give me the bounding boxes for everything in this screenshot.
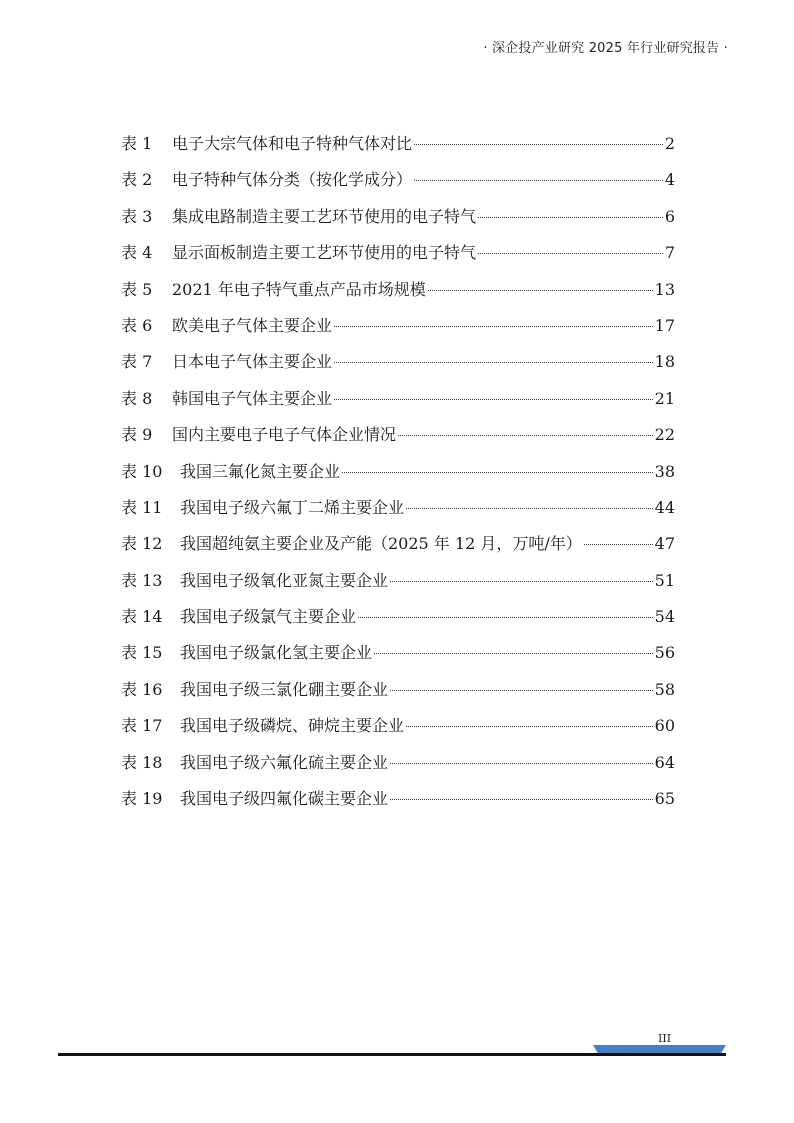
toc-label: 表 13 (121, 570, 163, 590)
toc-entry[interactable] (121, 781, 675, 817)
toc-leader (390, 799, 653, 800)
toc-leader (398, 435, 653, 436)
toc-leader (390, 690, 653, 691)
toc-entry[interactable] (121, 308, 675, 344)
toc-leader (414, 180, 663, 181)
toc-leader (478, 253, 663, 254)
toc-title: 我国电子级六氟化硫主要企业 (180, 752, 389, 772)
toc-title: 我国超纯氨主要企业及产能（2025 年 12 月，万吨/年） (180, 534, 582, 554)
toc-leader (358, 617, 653, 618)
toc-entry[interactable] (121, 563, 675, 599)
toc-page-number: 38 (654, 461, 675, 481)
toc-title: 我国电子级磷烷、砷烷主要企业 (180, 716, 405, 736)
toc-leader (390, 581, 653, 582)
toc-entry[interactable] (121, 344, 675, 380)
toc-title: 我国电子级氧化亚氮主要企业 (180, 570, 389, 590)
toc-entry[interactable] (121, 126, 675, 162)
table-of-contents (121, 126, 675, 817)
toc-leader (390, 763, 653, 764)
toc-page-number: 64 (654, 752, 675, 772)
toc-label: 表 3 (121, 206, 153, 226)
page-number: III (658, 1032, 672, 1045)
toc-label: 表 16 (121, 679, 163, 699)
toc-entry[interactable] (121, 235, 675, 271)
toc-title: 我国三氟化氮主要企业 (180, 461, 341, 481)
toc-entry[interactable] (121, 381, 675, 417)
toc-entry[interactable] (121, 454, 675, 490)
toc-title: 我国电子级四氟化碳主要企业 (180, 789, 389, 809)
toc-label: 表 4 (121, 243, 153, 263)
toc-leader (406, 726, 653, 727)
toc-page-number: 58 (654, 679, 675, 699)
footer-rule (58, 1053, 726, 1056)
toc-entry[interactable] (121, 417, 675, 453)
toc-entry[interactable] (121, 199, 675, 235)
toc-page-number: 17 (654, 315, 675, 335)
toc-entry[interactable] (121, 272, 675, 308)
toc-page-number: 22 (654, 425, 675, 445)
toc-label: 表 6 (121, 315, 153, 335)
toc-leader (406, 508, 653, 509)
toc-page-number: 4 (664, 170, 675, 190)
toc-page-number: 54 (654, 607, 675, 627)
toc-title: 欧美电子气体主要企业 (172, 315, 333, 335)
toc-title: 集成电路制造主要工艺环节使用的电子特气 (172, 206, 477, 226)
toc-title: 电子特种气体分类（按化学成分） (172, 170, 413, 190)
toc-label: 表 8 (121, 388, 153, 408)
toc-label: 表 5 (121, 279, 153, 299)
toc-label: 表 9 (121, 425, 153, 445)
toc-label: 表 2 (121, 170, 153, 190)
toc-leader (342, 472, 653, 473)
toc-title: 2021 年电子特气重点产品市场规模 (172, 279, 426, 299)
toc-leader (414, 144, 663, 145)
toc-leader (334, 362, 653, 363)
toc-page-number: 60 (654, 716, 675, 736)
toc-label: 表 11 (121, 497, 163, 517)
toc-leader (428, 290, 653, 291)
toc-leader (334, 326, 653, 327)
toc-label: 表 14 (121, 607, 163, 627)
toc-title: 电子大宗气体和电子特种气体对比 (172, 134, 413, 153)
toc-page-number: 13 (654, 279, 675, 299)
toc-page-number: 65 (654, 789, 675, 809)
toc-page-number: 18 (654, 352, 675, 372)
toc-label: 表 15 (121, 643, 163, 663)
toc-label: 表 7 (121, 352, 153, 372)
toc-title: 我国电子级三氯化硼主要企业 (180, 679, 389, 699)
toc-label: 表 12 (121, 534, 163, 554)
toc-entry[interactable] (121, 708, 675, 744)
toc-page-number: 2 (664, 134, 675, 153)
toc-leader (584, 544, 653, 545)
toc-title: 显示面板制造主要工艺环节使用的电子特气 (172, 243, 477, 263)
toc-label: 表 18 (121, 752, 163, 772)
toc-title: 我国电子级氯化氢主要企业 (180, 643, 373, 663)
toc-title: 韩国电子气体主要企业 (172, 388, 333, 408)
toc-title: 我国电子级氯气主要企业 (180, 607, 357, 627)
toc-title: 日本电子气体主要企业 (172, 352, 333, 372)
toc-title: 我国电子级六氟丁二烯主要企业 (180, 497, 405, 517)
toc-entry[interactable] (121, 745, 675, 781)
toc-label: 表 1 (121, 134, 153, 153)
toc-entry[interactable] (121, 490, 675, 526)
toc-page-number: 44 (654, 497, 675, 517)
toc-entry[interactable] (121, 635, 675, 671)
running-header: · 深企投产业研究 2025 年行业研究报告 · (483, 41, 728, 56)
toc-entry[interactable] (121, 599, 675, 635)
toc-leader (334, 399, 653, 400)
toc-leader (478, 217, 663, 218)
toc-page-number: 21 (654, 388, 675, 408)
toc-page-number: 6 (664, 206, 675, 226)
toc-label: 表 19 (121, 789, 163, 809)
toc-page-number: 56 (654, 643, 675, 663)
toc-entry[interactable] (121, 526, 675, 562)
toc-label: 表 17 (121, 716, 163, 736)
toc-entry[interactable] (121, 162, 675, 198)
toc-page-number: 47 (654, 534, 675, 554)
toc-label: 表 10 (121, 461, 163, 481)
toc-leader (374, 653, 653, 654)
toc-page-number: 7 (664, 243, 675, 263)
toc-title: 国内主要电子电子气体企业情况 (172, 425, 397, 445)
toc-page-number: 51 (654, 570, 675, 590)
toc-entry[interactable] (121, 672, 675, 708)
